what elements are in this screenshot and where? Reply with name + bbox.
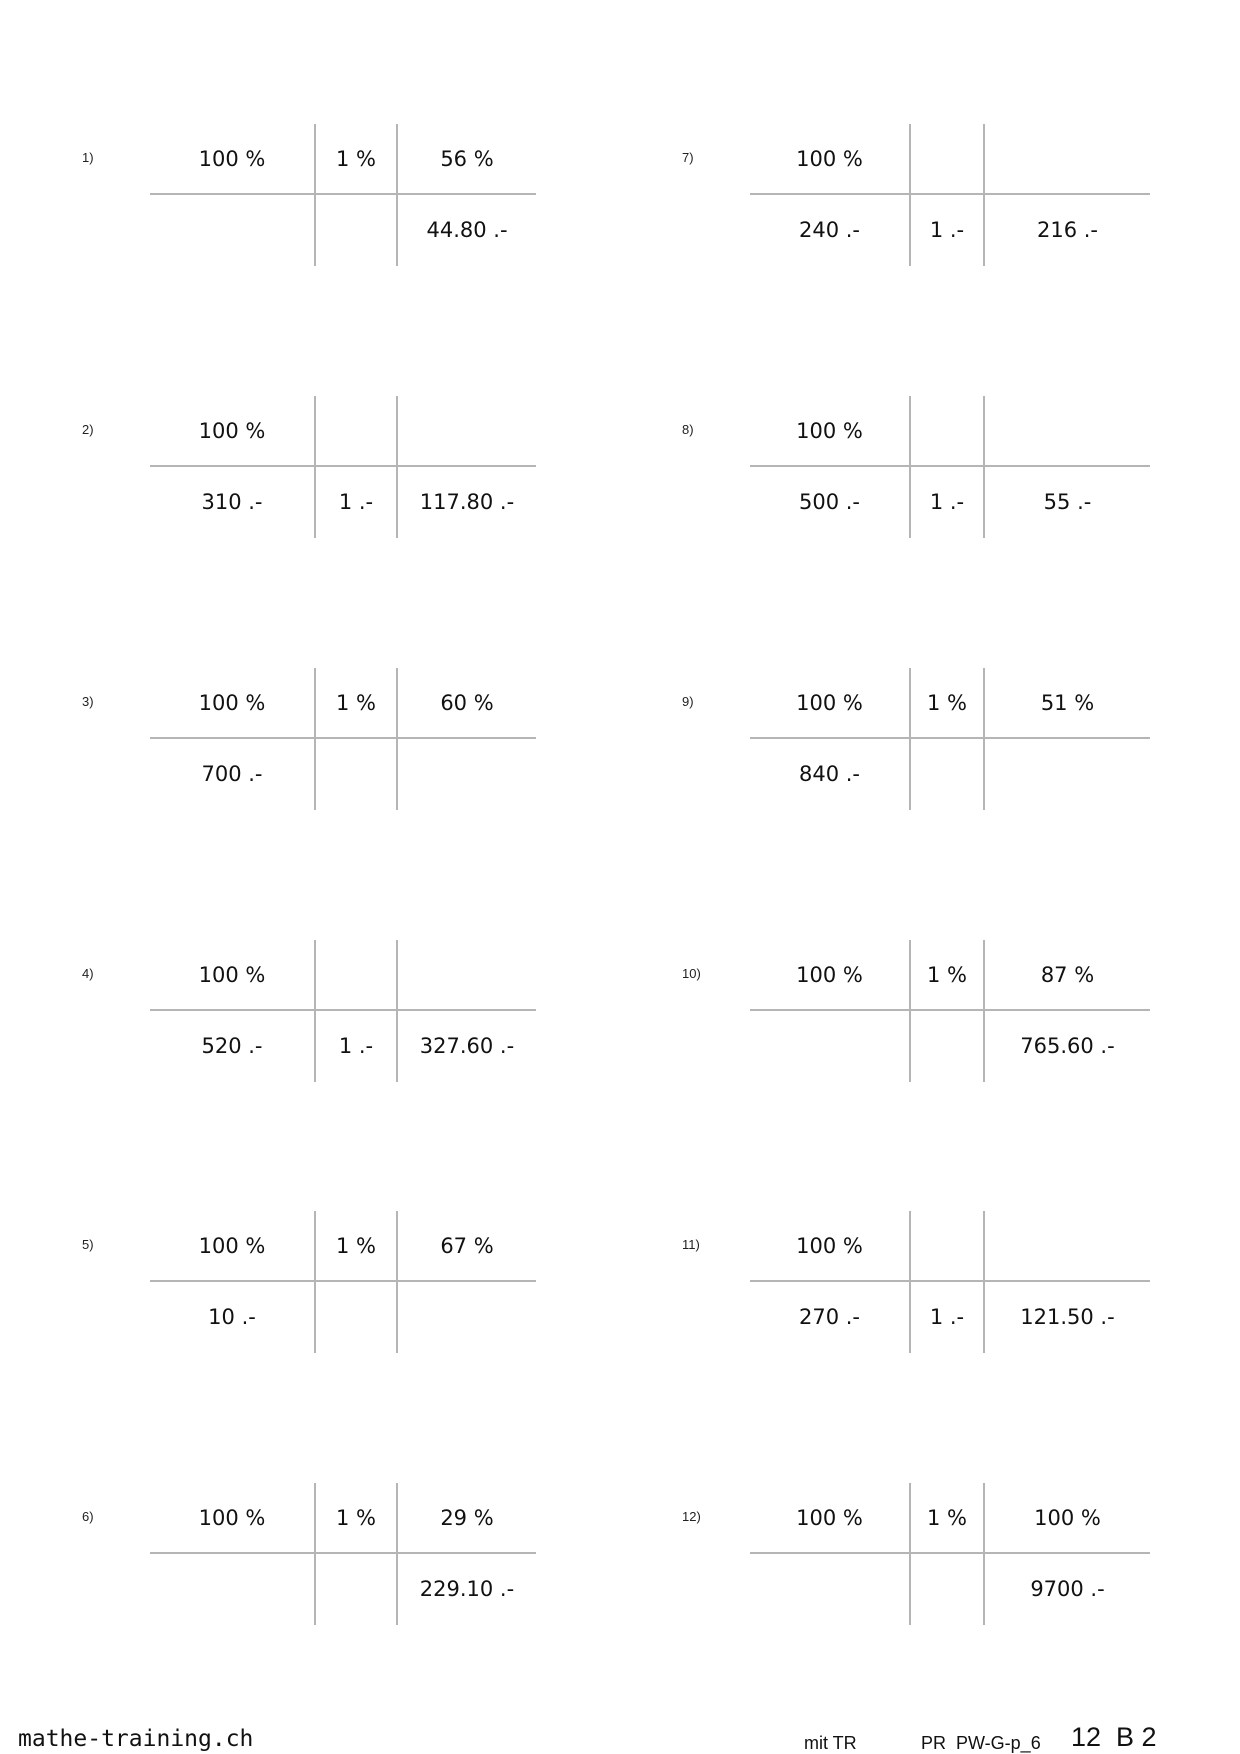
exercise-11 <box>682 1211 1240 1353</box>
exercise-number: 10) <box>682 966 701 981</box>
cell-bottom-2 <box>911 739 983 809</box>
cell-bottom-3 <box>985 739 1150 809</box>
exercise-4 <box>82 940 642 1082</box>
cell-bottom-1: 840 .- <box>798 762 860 786</box>
cell-top-3: 87 % <box>1040 963 1095 987</box>
cell-bottom-3: 117.80 .- <box>419 490 515 514</box>
cell-bottom-3: 44.80 .- <box>426 218 508 242</box>
cell-bottom-2: 1 .- <box>929 1305 965 1329</box>
cell-bottom-2: 1 .- <box>338 1034 374 1058</box>
cell-top-2: 1 % <box>336 1234 376 1258</box>
cell-top-1: 100 % <box>796 963 863 987</box>
exercise-2 <box>82 396 642 538</box>
cell-bottom-3: 121.50 .- <box>1020 1305 1115 1329</box>
cell-bottom-1: 520 .- <box>201 1034 263 1058</box>
cell-top-1: 100 % <box>198 1506 266 1530</box>
exercise-number: 2) <box>82 422 94 437</box>
exercise-number: 5) <box>82 1237 94 1252</box>
cell-bottom-1: 700 .- <box>201 762 263 786</box>
cell-top-1: 100 % <box>796 419 863 443</box>
cell-top-2 <box>316 940 396 1010</box>
cell-top-1: 100 % <box>796 147 863 171</box>
cell-bottom-1: 500 .- <box>798 490 860 514</box>
cell-bottom-2 <box>911 1011 983 1081</box>
exercise-9 <box>682 668 1240 810</box>
cell-top-2 <box>911 1211 983 1281</box>
exercise-number: 6) <box>82 1509 94 1524</box>
cell-bottom-3: 327.60 .- <box>419 1034 515 1058</box>
cell-top-3 <box>398 940 536 1010</box>
cell-top-3: 60 % <box>440 691 494 715</box>
cell-top-1: 100 % <box>198 963 266 987</box>
cell-top-2 <box>911 396 983 466</box>
cell-bottom-3: 55 .- <box>1043 490 1092 514</box>
cell-top-2: 1 % <box>336 691 376 715</box>
exercise-number: 8) <box>682 422 694 437</box>
cell-top-2 <box>316 396 396 466</box>
cell-bottom-3: 216 .- <box>1036 218 1098 242</box>
cell-bottom-1 <box>750 1554 909 1624</box>
exercise-number: 7) <box>682 150 694 165</box>
cell-top-3 <box>985 1211 1150 1281</box>
cell-top-2: 1 % <box>927 691 967 715</box>
cell-top-3 <box>985 396 1150 466</box>
cell-top-2: 1 % <box>927 1506 967 1530</box>
cell-top-1: 100 % <box>198 1234 266 1258</box>
cell-bottom-3: 765.60 .- <box>1020 1034 1115 1058</box>
cell-top-3 <box>398 396 536 466</box>
cell-bottom-1: 270 .- <box>798 1305 860 1329</box>
cell-bottom-1 <box>750 1011 909 1081</box>
cell-bottom-2 <box>316 739 396 809</box>
cell-bottom-1: 240 .- <box>798 218 860 242</box>
cell-top-1: 100 % <box>796 1506 863 1530</box>
exercise-10 <box>682 940 1240 1082</box>
exercise-6 <box>82 1483 642 1625</box>
exercise-1 <box>82 124 642 266</box>
exercise-number: 9) <box>682 694 694 709</box>
cell-top-3: 67 % <box>440 1234 494 1258</box>
cell-top-1: 100 % <box>198 691 266 715</box>
exercise-3 <box>82 668 642 810</box>
cell-top-2: 1 % <box>927 963 967 987</box>
cell-top-1: 100 % <box>796 691 863 715</box>
cell-top-1: 100 % <box>198 419 266 443</box>
cell-top-2 <box>911 124 983 194</box>
cell-top-2: 1 % <box>336 1506 376 1530</box>
cell-bottom-2: 1 .- <box>929 490 965 514</box>
exercise-number: 11) <box>682 1237 700 1252</box>
exercise-5 <box>82 1211 642 1353</box>
cell-top-3: 56 % <box>440 147 494 171</box>
cell-top-1: 100 % <box>796 1234 863 1258</box>
cell-bottom-3: 229.10 .- <box>419 1577 515 1601</box>
cell-bottom-2 <box>911 1554 983 1624</box>
footer-worksheet-code: PR PW-G-p_6 <box>921 1733 1041 1753</box>
footer-page-id: 12 B 2 <box>1071 1722 1157 1752</box>
cell-bottom-1 <box>150 195 314 265</box>
cell-bottom-2: 1 .- <box>929 218 965 242</box>
cell-bottom-3: 9700 .- <box>1030 1577 1105 1601</box>
cell-bottom-2 <box>316 195 396 265</box>
cell-bottom-1: 10 .- <box>208 1305 256 1329</box>
cell-top-1: 100 % <box>198 147 266 171</box>
exercise-7 <box>682 124 1240 266</box>
exercise-number: 3) <box>82 694 94 709</box>
exercise-8 <box>682 396 1240 538</box>
exercise-number: 12) <box>682 1509 701 1524</box>
cell-bottom-2 <box>316 1554 396 1624</box>
cell-bottom-1: 310 .- <box>201 490 263 514</box>
cell-top-3 <box>985 124 1150 194</box>
exercise-12 <box>682 1483 1240 1625</box>
cell-bottom-2: 1 .- <box>338 490 374 514</box>
exercise-number: 4) <box>82 966 94 981</box>
cell-bottom-3 <box>398 1282 536 1352</box>
cell-bottom-3 <box>398 739 536 809</box>
cell-top-3: 51 % <box>1040 691 1095 715</box>
footer-mode: mit TR <box>804 1733 857 1753</box>
exercise-number: 1) <box>82 150 94 165</box>
cell-top-3: 29 % <box>440 1506 494 1530</box>
footer-site-name: mathe-training.ch <box>18 1726 254 1752</box>
cell-top-2: 1 % <box>336 147 376 171</box>
cell-top-3: 100 % <box>1034 1506 1101 1530</box>
cell-bottom-2 <box>316 1282 396 1352</box>
cell-bottom-1 <box>150 1554 314 1624</box>
